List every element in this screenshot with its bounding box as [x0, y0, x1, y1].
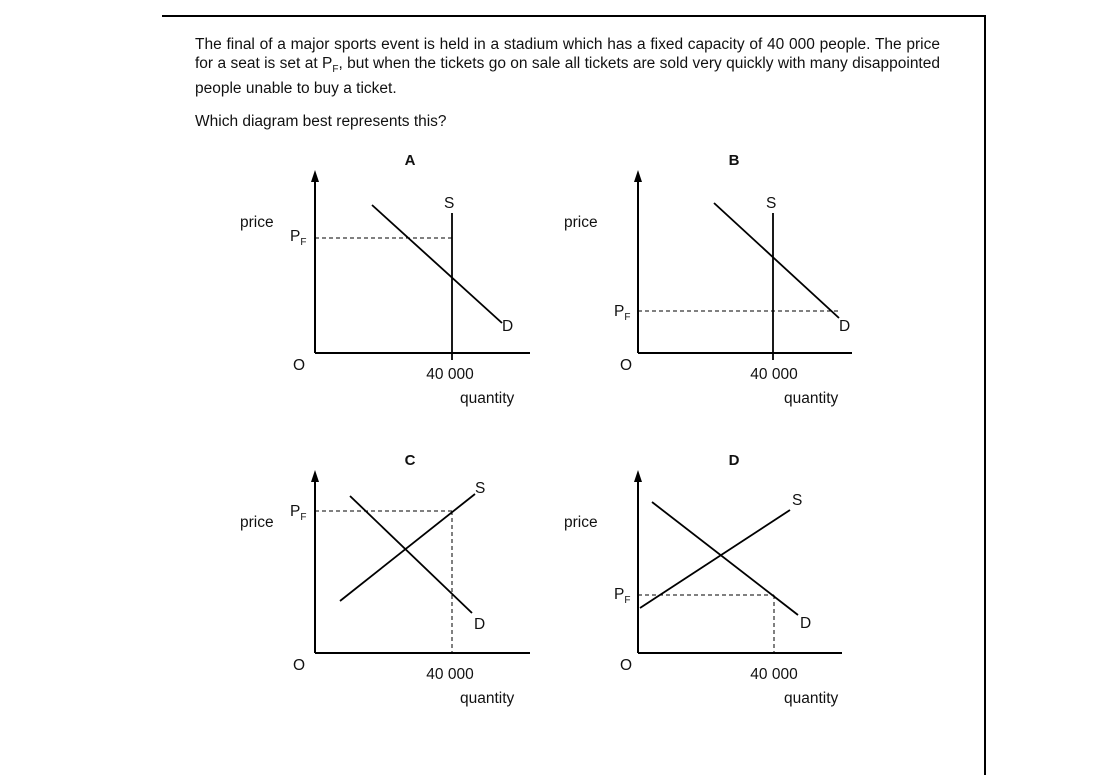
- capacity-label: 40 000: [426, 666, 474, 683]
- pf-label: $P_F$: [614, 586, 631, 606]
- demand-label: D: [502, 318, 514, 335]
- diagram-b: [552, 148, 872, 428]
- price-axis-arrow: [311, 170, 319, 182]
- supply-label: S: [444, 195, 455, 212]
- demand-curve: [350, 496, 472, 613]
- price-axis-label: price: [240, 514, 274, 531]
- diagram-a: [230, 148, 550, 428]
- quantity-axis-label: quantity: [460, 390, 515, 407]
- diagram-letter: B: [728, 152, 740, 169]
- supply-label: S: [475, 480, 486, 497]
- demand-curve: [372, 205, 502, 323]
- capacity-label: 40 000: [426, 366, 474, 383]
- capacity-label: 40 000: [750, 366, 798, 383]
- question-text: The final of a major sports event is held in a stadium which has a fixed capacity of 40 000 people. The price for a seat is set at $P_F$, but when the tickets go on sale all tickets are sold very quickly with many disappointed people unable to buy a ticket.: [195, 36, 940, 98]
- supply-curve: [640, 510, 790, 608]
- question-prompt: Which diagram best represents this?: [195, 113, 447, 130]
- origin-label: O: [620, 657, 633, 674]
- demand-label: D: [474, 616, 486, 633]
- diagram-letter: D: [728, 452, 740, 469]
- pf-label: $P_F$: [614, 303, 631, 323]
- pf-label: $P_F$: [290, 503, 307, 523]
- diagram-d: [552, 448, 872, 728]
- diagram-letter: A: [404, 152, 416, 169]
- demand-label: D: [800, 615, 812, 632]
- origin-label: O: [620, 357, 633, 374]
- price-axis-label: price: [240, 214, 274, 231]
- diagram-letter: C: [404, 452, 416, 469]
- origin-label: O: [293, 357, 306, 374]
- supply-label: S: [766, 195, 777, 212]
- price-axis-arrow: [634, 470, 642, 482]
- capacity-label: 40 000: [750, 666, 798, 683]
- price-axis-arrow: [311, 470, 319, 482]
- supply-curve: [340, 494, 475, 601]
- demand-label: D: [839, 318, 851, 335]
- pf-label: $P_F$: [290, 228, 307, 248]
- diagram-c: [230, 448, 550, 728]
- price-axis-label: price: [564, 514, 598, 531]
- demand-curve: [714, 203, 839, 318]
- origin-label: O: [293, 657, 306, 674]
- quantity-axis-label: quantity: [460, 690, 515, 707]
- price-axis-label: price: [564, 214, 598, 231]
- price-axis-arrow: [634, 170, 642, 182]
- quantity-axis-label: quantity: [784, 390, 839, 407]
- quantity-axis-label: quantity: [784, 690, 839, 707]
- supply-label: S: [792, 492, 803, 509]
